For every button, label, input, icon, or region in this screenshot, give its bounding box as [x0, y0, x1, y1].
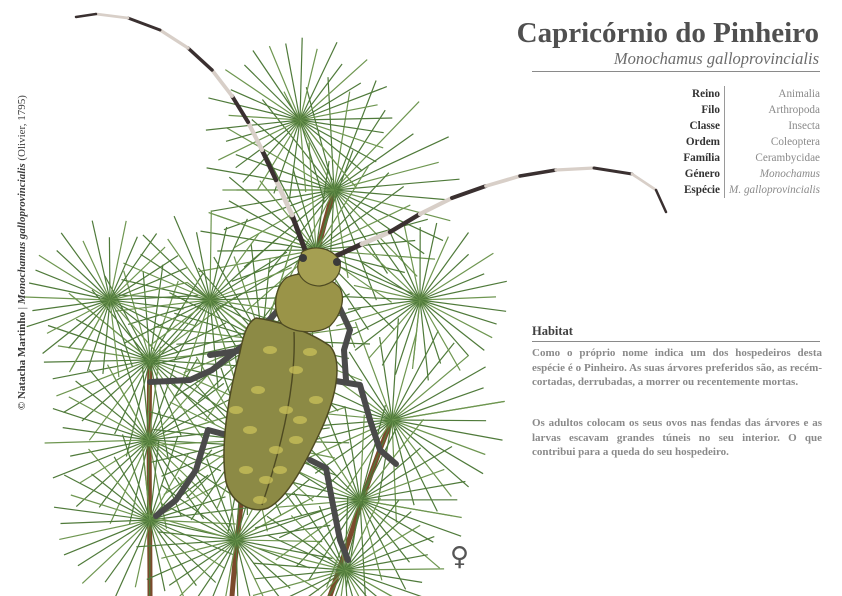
habitat-heading: Habitat — [532, 324, 573, 338]
pine-needle — [169, 540, 236, 585]
credit-author: © Natacha Martinho — [16, 311, 28, 410]
taxonomy-rank: Classe — [689, 120, 720, 132]
credit-authority: (Olivier, 1795) — [16, 95, 28, 161]
taxonomy-name: Animalia — [778, 88, 820, 100]
antenna-right — [486, 176, 520, 186]
taxonomy-rank: Família — [683, 152, 720, 164]
pine-needle — [380, 337, 392, 420]
taxonomy-rank: Reino — [692, 88, 720, 100]
taxonomy-table — [644, 86, 820, 198]
pine-needle — [110, 247, 165, 300]
antenna-left — [160, 30, 188, 48]
taxonomy-row — [644, 118, 820, 134]
page-subtitle: Monochamus galloprovincialis — [613, 49, 819, 68]
pine-needle — [236, 540, 269, 596]
beetle-head — [298, 248, 341, 286]
title-divider — [532, 71, 820, 72]
beetle-spot — [263, 346, 277, 354]
habitat-divider — [532, 341, 820, 342]
antenna-right — [594, 168, 632, 174]
pine-needle — [149, 300, 210, 347]
antenna-left — [128, 18, 160, 30]
pine-needle — [300, 38, 302, 120]
antenna-right — [556, 168, 594, 170]
pine-needle — [225, 70, 300, 120]
pine-needles — [25, 38, 507, 596]
pine-needle — [420, 300, 469, 356]
pine-needle — [392, 420, 469, 487]
taxonomy-row — [644, 134, 820, 150]
taxonomy-row — [644, 150, 820, 166]
female-symbol-icon: ♀ — [450, 542, 470, 572]
pine-needle — [57, 251, 110, 301]
credit-separator: | — [16, 307, 28, 310]
pine-needle — [359, 243, 420, 301]
pine-needle — [334, 134, 413, 190]
pine-needle — [236, 540, 257, 596]
taxonomy-name: Insecta — [788, 120, 820, 132]
beetle-eye — [299, 254, 307, 262]
pine-needle — [44, 360, 150, 362]
pine-needle — [110, 296, 198, 300]
taxonomy-row — [644, 102, 820, 118]
beetle-spot — [251, 386, 265, 394]
antenna-left — [232, 96, 248, 122]
beetle-spot — [289, 366, 303, 374]
antenna-left — [76, 14, 96, 17]
beetle-spot — [289, 436, 303, 444]
antenna-left — [212, 70, 232, 96]
pine-needle — [110, 283, 187, 301]
taxonomy-rank: Filo — [701, 104, 720, 116]
taxonomy-row — [644, 166, 820, 182]
pine-needle — [82, 520, 150, 583]
pine-needle — [210, 210, 211, 300]
beetle-eye — [333, 258, 341, 266]
pine-needle — [300, 60, 367, 120]
pine-needle — [109, 237, 110, 300]
beetle-spot — [309, 396, 323, 404]
page-title: Capricórnio do Pinheiro — [516, 17, 819, 49]
beetle-spot — [239, 466, 253, 474]
pine-needle — [236, 540, 292, 596]
beetle-spot — [293, 416, 307, 424]
beetle-spot — [303, 348, 317, 356]
beetle-spot — [279, 406, 293, 414]
pine-needle — [420, 254, 469, 300]
credit-species: Monochamus galloprovincialis — [16, 163, 28, 305]
beetle-spot — [273, 466, 287, 474]
pine-needle — [89, 449, 151, 520]
habitat-paragraph: Os adultos colocam os seus ovos nas fendas das árvores e as larvas escavam grandes túneis no seu interior. O que contribui para a queda do seu hospedeiro. — [532, 417, 822, 458]
pine-needle — [392, 420, 486, 421]
pine-needle — [76, 440, 149, 507]
pine-needle — [267, 516, 345, 570]
taxonomy-name: Cerambycidae — [755, 152, 820, 164]
beetle-spot — [229, 406, 243, 414]
pine-needle — [210, 240, 276, 301]
taxonomy-name: Coleoptera — [770, 136, 820, 148]
antenna-right — [452, 186, 486, 198]
pine-needle — [45, 440, 149, 443]
taxonomy-rank: Ordem — [685, 136, 720, 148]
taxonomy-name: Monochamus — [759, 168, 820, 180]
taxonomy-row — [644, 182, 820, 198]
taxonomy-rank: Género — [684, 168, 720, 180]
pine-needle — [392, 333, 416, 420]
pine-needle — [345, 570, 438, 596]
taxonomy-rank: Espécie — [683, 184, 720, 196]
taxonomy-name: M. galloprovincialis — [729, 184, 820, 196]
taxonomy-row — [644, 86, 820, 102]
taxonomy-name: Arthropoda — [768, 104, 820, 116]
antenna-right — [520, 170, 556, 176]
pine-needle — [345, 569, 444, 570]
habitat-paragraph: Como o próprio nome indica um dos hospedeiros desta espécie é o Pinheiro. As suas árvores preferidos são, as recém-cortadas, derrubadas, a morrer ou recentemente mortas. — [532, 347, 822, 388]
beetle-spot — [269, 446, 283, 454]
title-block — [517, 16, 819, 68]
antenna-right — [420, 198, 452, 214]
antenna-left — [188, 48, 212, 70]
beetle-spot — [243, 426, 257, 434]
beetle-spot — [253, 496, 267, 504]
antenna-left — [96, 14, 128, 18]
credit-line — [16, 95, 28, 410]
pine-needle — [190, 540, 236, 596]
beetle-spot — [259, 476, 273, 484]
